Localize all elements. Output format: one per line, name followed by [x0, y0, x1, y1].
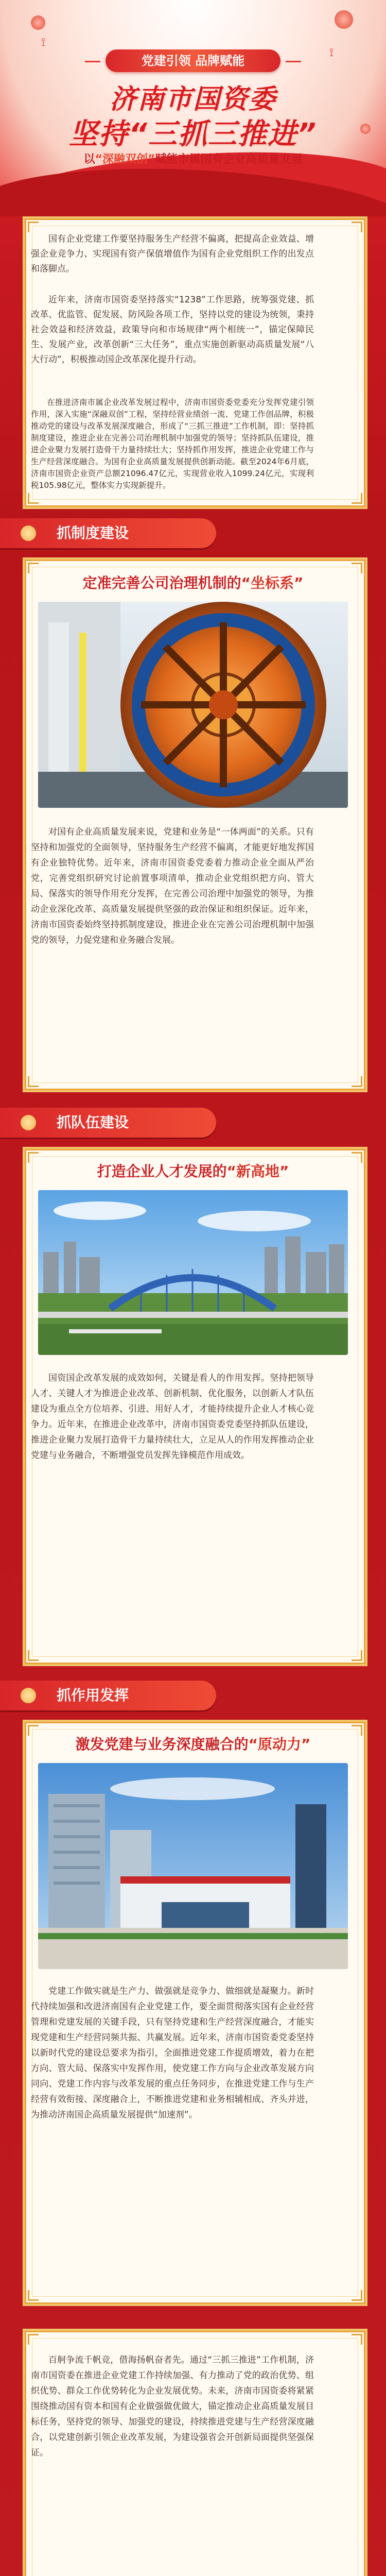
- corner-ornament: [28, 222, 39, 232]
- corner-ornament: [28, 2290, 39, 2301]
- section1-heading: [23, 572, 363, 592]
- subtitle-highlight: “深融双创”: [95, 153, 155, 166]
- section3-heading: [23, 1733, 363, 1754]
- subtitle-post: 赋能市属国有企业高质量发展: [155, 153, 303, 166]
- corner-ornament: [352, 1076, 362, 1087]
- section3-tab: 抓作用发挥: [0, 1681, 216, 1710]
- corner-ornament: [28, 2334, 39, 2345]
- section2-body: 国资国企改革发展的成效如何，关键是看人的作用发挥。坚持把领导人才、关键人才为推进企业改革、创新机制、优化服务，以创新人才队伍建设为重点全方位培养、引进、用好人才，才能持续提升企业人才核心竞争力。近年来，在推进企业改革中，济南市国资委党委坚持抓队伍建设，推进企业聚力发展打造骨干力量持续壮大，立足从人的作用发挥推动企业党建与业务融合，不断增强党员发挥先锋模范作用成效。: [31, 1373, 314, 1461]
- corner-ornament: [28, 1650, 39, 1661]
- section2-tab: 抓队伍建设: [0, 1108, 216, 1138]
- section2-heading: [23, 1160, 363, 1181]
- dove-icon: ⟟: [41, 36, 46, 49]
- industrial-park-image: [38, 1763, 348, 1969]
- decor-ornament: [335, 10, 353, 29]
- city-bridge-image: [38, 1190, 348, 1355]
- intro-paragraph-1: 国有企业党建工作要坚持服务生产经营不偏离，把提高企业效益、增强企业竞争力、实现国有资产保值增值作为国有企业党组织工作的出发点和落脚点。: [31, 234, 314, 274]
- header-badge: 党建引领 品牌赋能: [106, 49, 280, 72]
- section2-heading-highlight: “新高地”: [226, 1163, 289, 1180]
- corner-ornament: [352, 2334, 362, 2345]
- corner-ornament: [352, 493, 362, 504]
- page-title-line2: 坚持“三抓三推进”: [68, 117, 318, 151]
- corner-ornament: [352, 1650, 362, 1661]
- section1-heading-pre: 定准完善公司治理机制的: [82, 574, 241, 591]
- corner-ornament: [28, 493, 39, 504]
- section3-body: 党建工作做实就是生产力、做强就是竞争力、做细就是凝聚力。新时代持续加强和改进济南国有企业党建工作，要全面贯彻落实国有企业经营管理和党建发展的关键手段，只有坚持党建和生产经营深度融合，才能实现党建和生产经营同频共振、共赢发展。近年来，济南市国资委党委坚持以新时代党的建设总要求为指引，全面推进党建工作提质增效，着力在把方向、管大局、保落实中发挥作用，使党建工作方向与企业改革发展方向同向、党建工作内容与改革发展的重点任务同步，在推进党建工作与生产经营有效衔接、深度融合上，不断推进党建和业务相辅相成、齐头并进，为推动济南国企高质量发展提供“加速剂”。: [31, 1986, 314, 2120]
- page-title-line1: 济南市国资委: [109, 84, 276, 115]
- dove-icon: ⟟: [329, 46, 334, 59]
- section2-heading-pre: 打造企业人才发展的: [97, 1163, 227, 1180]
- corner-ornament: [352, 222, 362, 232]
- tunnel-boring-machine-image: [38, 602, 348, 808]
- intro-paragraph-3: 在推进济南市属企业改革发展过程中，济南市国资委党委充分发挥党建引领作用，深入实施“深融双创”工程，坚持经营业绩创一流、党建工作创品牌，积极推动党的建设与改革发展深度融合，形成了“三抓三推进”工作机制，即：坚持抓制度建设，推进企业在完善公司治理机制中加强党的领导；坚持抓队伍建设，推进企业聚力发展打造骨干力量持续壮大；坚持抓作用发挥，推进企业党建工作与生产经营深度融合。为国有企业高质量发展提供创新动能。截至2024年6月底，济南市国资企业资产总额21096.47亿元，实现营业收入1099.24亿元，实现利税105.98亿元，整体实力实现新提升。: [31, 398, 314, 490]
- closing-body: 百舸争流千帆竞，借海扬帆奋者先。通过“三抓三推进”工作机制，济南市国资委在推进企业党建工作持续加强、有力推动了党的政治优势、组织优势、群众工作优势转化为企业发展优势。未来，济南市国资委将紧紧围绕推动国有资本和国有企业做强做优做大，锚定推动企业高质量发展目标任务，坚持党的领导、加强党的建设，持续推进党建与生产经营深度融合，以党建创新引领企业改革发展，为建设强省会开创新局面提供坚强保证。: [31, 2355, 314, 2458]
- corner-ornament: [352, 2290, 362, 2301]
- hero-header: [0, 0, 386, 216]
- section3-heading-pre: 激发党建与业务深度融合的: [75, 1736, 249, 1753]
- page-subtitle: [0, 150, 386, 166]
- section3-heading-highlight: “原动力”: [248, 1736, 311, 1753]
- section3-photo: [38, 1763, 348, 1969]
- section1-body: 对国有企业高质量发展来说，党建和业务是“一体两面”的关系。只有坚持和加强党的全面领导，坚持服务生产经营不偏离，才能更好地发挥国有企业独特优势。近年来，济南市国资委党委着力推动企业全面从严治党，完善党组织研究讨论前置事项清单，推动企业党组织把方向、管大局、保落实的领导作用充分发挥，在完善公司治理中加强党的领导，为推动企业深化改革、高质量发展提供坚强的政治保证和组织保证。近年来，济南市国资委始终坚持抓制度建设，推进企业在完善公司治理机制中加强党的领导，力促党建和业务融合发展。: [31, 827, 314, 945]
- corner-ornament: [28, 1076, 39, 1087]
- section2-photo: [38, 1190, 348, 1355]
- section1-heading-highlight: “坐标系”: [241, 574, 304, 591]
- subtitle-pre: 以: [83, 153, 95, 166]
- intro-paragraph-2: 近年来，济南市国资委坚持落实“1238”工作思路，统筹强党建、抓改革、优监管、促发展、防风险各项工作，坚持以党的建设为统领，秉持社会效益和经济效益，政策导向和市场规律“两个相统一”，锚定保障民生、发展产业，改革创新“三大任务”，重点实施创新驱动高质量发展“八大行动”，积极推动国企改革深化提升行动。: [31, 295, 314, 365]
- decor-ornament: [31, 15, 45, 30]
- section1-photo: [38, 602, 348, 808]
- section1-tab: 抓制度建设: [0, 518, 216, 548]
